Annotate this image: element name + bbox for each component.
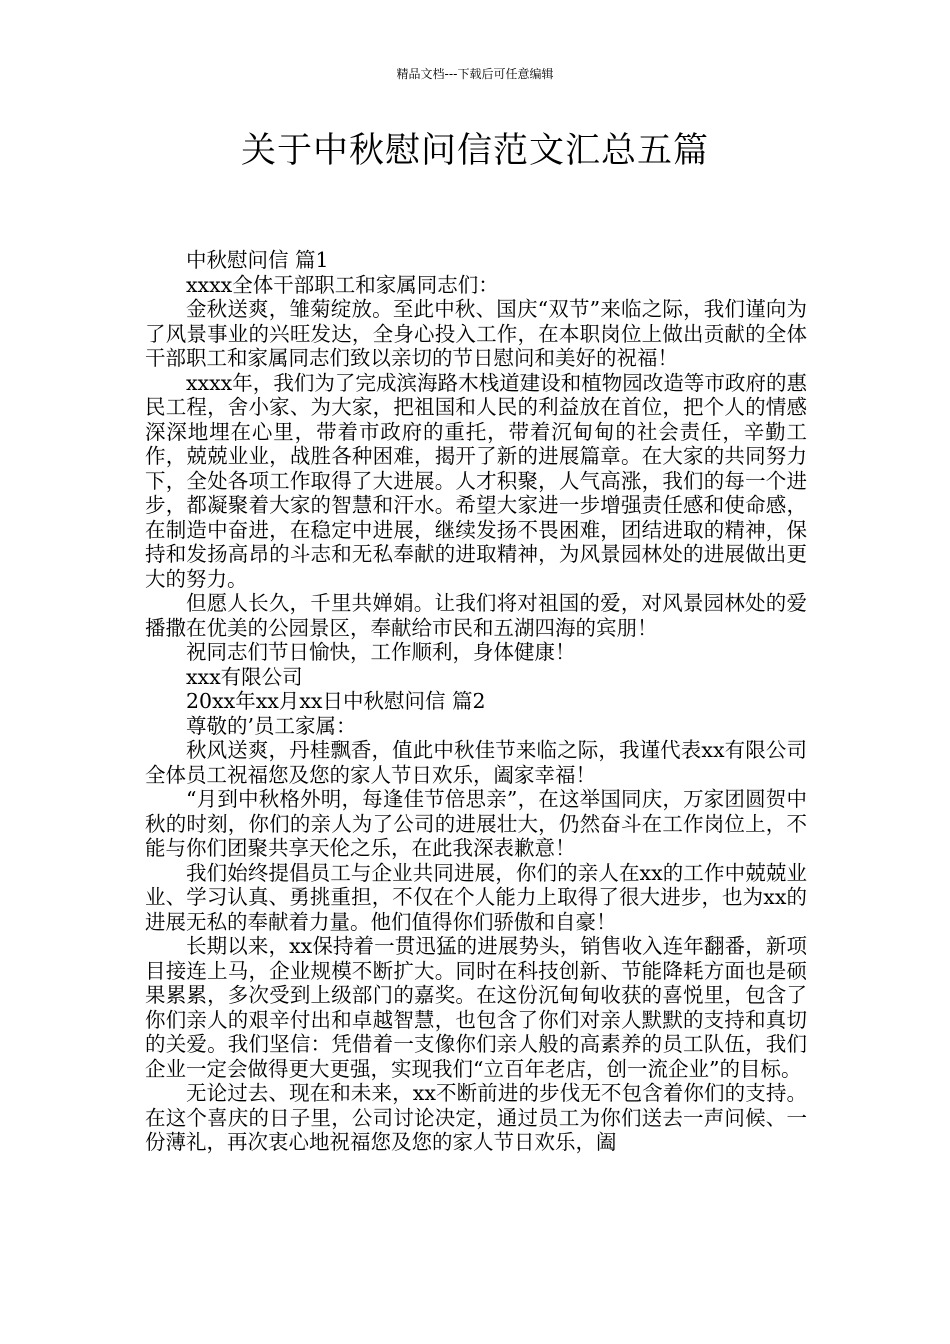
body-paragraph: 无论过去、现在和未来，xx不断前进的步伐无不包含着你们的支持。在这个喜庆的日子里，公司讨论决定，通过员工为你们送去一声问候、一份薄礼，再次衷心地祝福您及您的家人节日欢乐，阖: [145, 1081, 807, 1154]
body-paragraph: 金秋送爽，雏菊绽放。至此中秋、国庆“双节”来临之际，我们谨向为了风景事业的兴旺发达，全身心投入工作，在本职岗位上做出贡献的全体干部职工和家属同志们致以亲切的节日慰问和美好的祝福！: [145, 297, 807, 370]
closing-wish: 祝同志们节日愉快，工作顺利，身体健康！: [186, 640, 576, 664]
body-paragraph: 秋风送爽，丹桂飘香，值此中秋佳节来临之际，我谨代表xx有限公司全体员工祝福您及您的家人节日欢乐，阖家幸福！: [145, 738, 807, 787]
date-and-section-heading-2: 20xx年xx月xx日中秋慰问信 篇2: [186, 689, 486, 713]
document-body: [145, 248, 807, 1155]
page-header: 精品文档---下载后可任意编辑: [396, 67, 554, 81]
body-paragraph: 长期以来，xx保持着一贯迅猛的进展势头，销售收入连年翻番，新项目接连上马，企业规模不断扩大。同时在科技创新、节能降耗方面也是硕果累累，多次受到上级部门的嘉奖。在这份沉甸甸收获的喜悦里，包含了你们亲人的艰辛付出和卓越智慧，也包含了你们对亲人默默的支持和真切的关爱。我们坚信：凭借着一支像你们亲人般的高素养的员工队伍，我们企业一定会做得更大更强，实现我们“立百年老店，创一流企业”的目标。: [145, 934, 807, 1081]
body-paragraph: “月到中秋格外明，每逢佳节倍思亲”，在这举国同庆，万家团圆贺中秋的时刻，你们的亲人为了公司的进展壮大，仍然奋斗在工作岗位上，不能与你们团聚共享天伦之乐，在此我深表歉意！: [145, 787, 807, 860]
salutation-1: xxxx全体干部职工和家属同志们：: [186, 272, 499, 297]
signature-company: xxx有限公司: [186, 664, 303, 689]
body-paragraph: 但愿人长久，千里共婵娟。让我们将对祖国的爱，对风景园林处的爱播撒在优美的公园景区，奉献给市民和五湖四海的宾朋！: [145, 591, 807, 640]
body-paragraph: xxxx年，我们为了完成滨海路木栈道建设和植物园改造等市政府的惠民工程，舍小家、为大家，把祖国和人民的利益放在首位，把个人的情感深深地埋在心里，带着市政府的重托，带着沉甸甸的社会责任，辛勤工作，兢兢业业，战胜各种困难，揭开了新的进展篇章。在大家的共同努力下，全处各项工作取得了大进展。人才积聚，人气高涨，我们的每一个进步，都凝聚着大家的智慧和汗水。希望大家进一步增强责任感和使命感，在制造中奋进，在稳定中进展，继续发扬不畏困难，团结进取的精神，保持和发扬高昂的斗志和无私奉献的进取精神，为风景园林处的进展做出更大的努力。: [145, 370, 807, 591]
salutation-2: 尊敬的’员工家属：: [186, 713, 357, 738]
body-paragraph: 我们始终提倡员工与企业共同进展，你们的亲人在xx的工作中兢兢业业、学习认真、勇挑重担，不仅在个人能力上取得了很大进步，也为xx的进展无私的奉献着力量。他们值得你们骄傲和自豪！: [145, 860, 807, 934]
section-heading-1: 中秋慰问信 篇1: [186, 248, 329, 272]
document-title: 关于中秋慰问信范文汇总五篇: [240, 131, 709, 171]
